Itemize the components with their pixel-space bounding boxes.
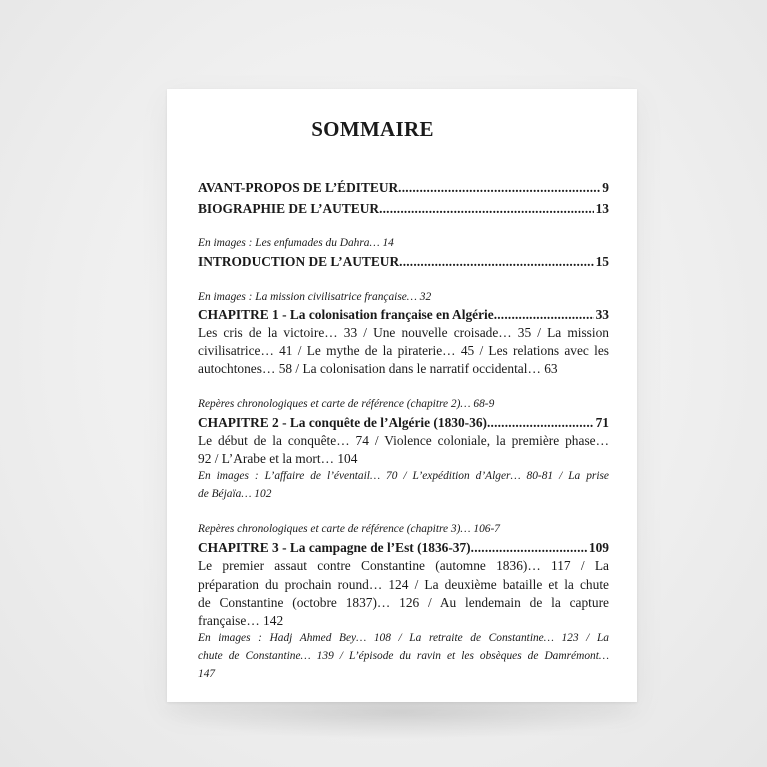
reperes-chapitre-3: Repères chronologiques et carte de référence (chapitre 3)… 106-7 xyxy=(198,523,500,535)
toc-entry-label: BIOGRAPHIE DE L’AUTEUR xyxy=(198,201,380,216)
dot-leader xyxy=(398,178,600,197)
toc-entry-page: 109 xyxy=(588,540,609,555)
toc-entry-page: 9 xyxy=(602,180,609,195)
toc-entry-label: CHAPITRE 2 - La conquête de l’Algérie (1830-36) xyxy=(198,415,487,430)
toc-entry-chapitre-1 xyxy=(198,305,609,324)
reperes-chapitre-2: Repères chronologiques et carte de référence (chapitre 2)… 68-9 xyxy=(198,398,495,410)
toc-entry-label: AVANT-PROPOS DE L’ÉDITEUR xyxy=(198,180,399,195)
chapter-1-summary-line: autochtones… 58 / La colonisation dans le narratif occidental… 63 xyxy=(198,361,558,376)
chapter-1-summary-line: Les cris de la victoire… 33 / Une nouvelle croisade… 35 / La mission xyxy=(198,325,609,340)
chapter-1-summary-line: civilisatrice… 41 / Le mythe de la piraterie… 45 / Les relations avec les xyxy=(198,343,609,358)
chapter-3-image-note: chute de Constantine… 139 / L’épisode du ravin et les obsèques de Damrémont… xyxy=(198,650,609,662)
toc-entry-page: 15 xyxy=(595,254,609,269)
toc-entry-biographie xyxy=(198,199,609,218)
toc-entry-label: CHAPITRE 1 - La colonisation française en Algérie xyxy=(198,307,494,322)
page-title: SOMMAIRE xyxy=(311,117,434,141)
toc-entry-label: CHAPITRE 3 - La campagne de l’Est (1836-37) xyxy=(198,540,471,555)
chapter-3-summary-line: Le premier assaut contre Constantine (automne 1836)… 117 / La xyxy=(198,558,609,573)
toc-entry-introduction xyxy=(198,252,609,271)
dot-leader xyxy=(487,413,594,432)
chapter-2-summary-line: Le début de la conquête… 74 / Violence coloniale, la première phase… xyxy=(198,433,609,448)
chapter-3-summary-line: de Constantine (octobre 1837)… 126 / Au lendemain de la capture xyxy=(198,595,609,610)
dot-leader xyxy=(379,199,594,218)
chapter-2-image-note: de Béjaïa… 102 xyxy=(198,488,272,500)
dot-leader xyxy=(471,538,587,557)
chapter-3-image-note: 147 xyxy=(198,668,216,680)
page-shadow xyxy=(150,700,650,740)
dot-leader xyxy=(494,305,594,324)
book-page xyxy=(167,89,637,702)
toc-entry-chapitre-2 xyxy=(198,413,609,432)
toc-entry-chapitre-3 xyxy=(198,538,609,557)
toc-entry-page: 33 xyxy=(595,307,609,322)
chapter-2-summary-line: 92 / L’Arabe et la mort… 104 xyxy=(198,451,358,466)
dot-leader xyxy=(399,252,593,271)
toc-entry-page: 13 xyxy=(595,201,609,216)
chapter-3-image-note: En images : Hadj Ahmed Bey… 108 / La retraite de Constantine… 123 / La xyxy=(198,632,609,644)
chapter-2-image-note: En images : L’affaire de l’éventail… 70 / L’expédition d’Alger… 80-81 / La prise xyxy=(198,470,609,482)
toc-entry-label: INTRODUCTION DE L’AUTEUR xyxy=(198,254,400,269)
chapter-3-summary-line: française… 142 xyxy=(198,613,284,628)
toc-entry-page: 71 xyxy=(595,415,609,430)
image-note-mission: En images : La mission civilisatrice française… 32 xyxy=(198,291,432,303)
image-note-enfumades: En images : Les enfumades du Dahra… 14 xyxy=(198,237,394,249)
toc-entry-avant-propos xyxy=(198,178,609,197)
chapter-3-summary-line: préparation du prochain round… 124 / La deuxième bataille et la chute xyxy=(198,577,609,592)
